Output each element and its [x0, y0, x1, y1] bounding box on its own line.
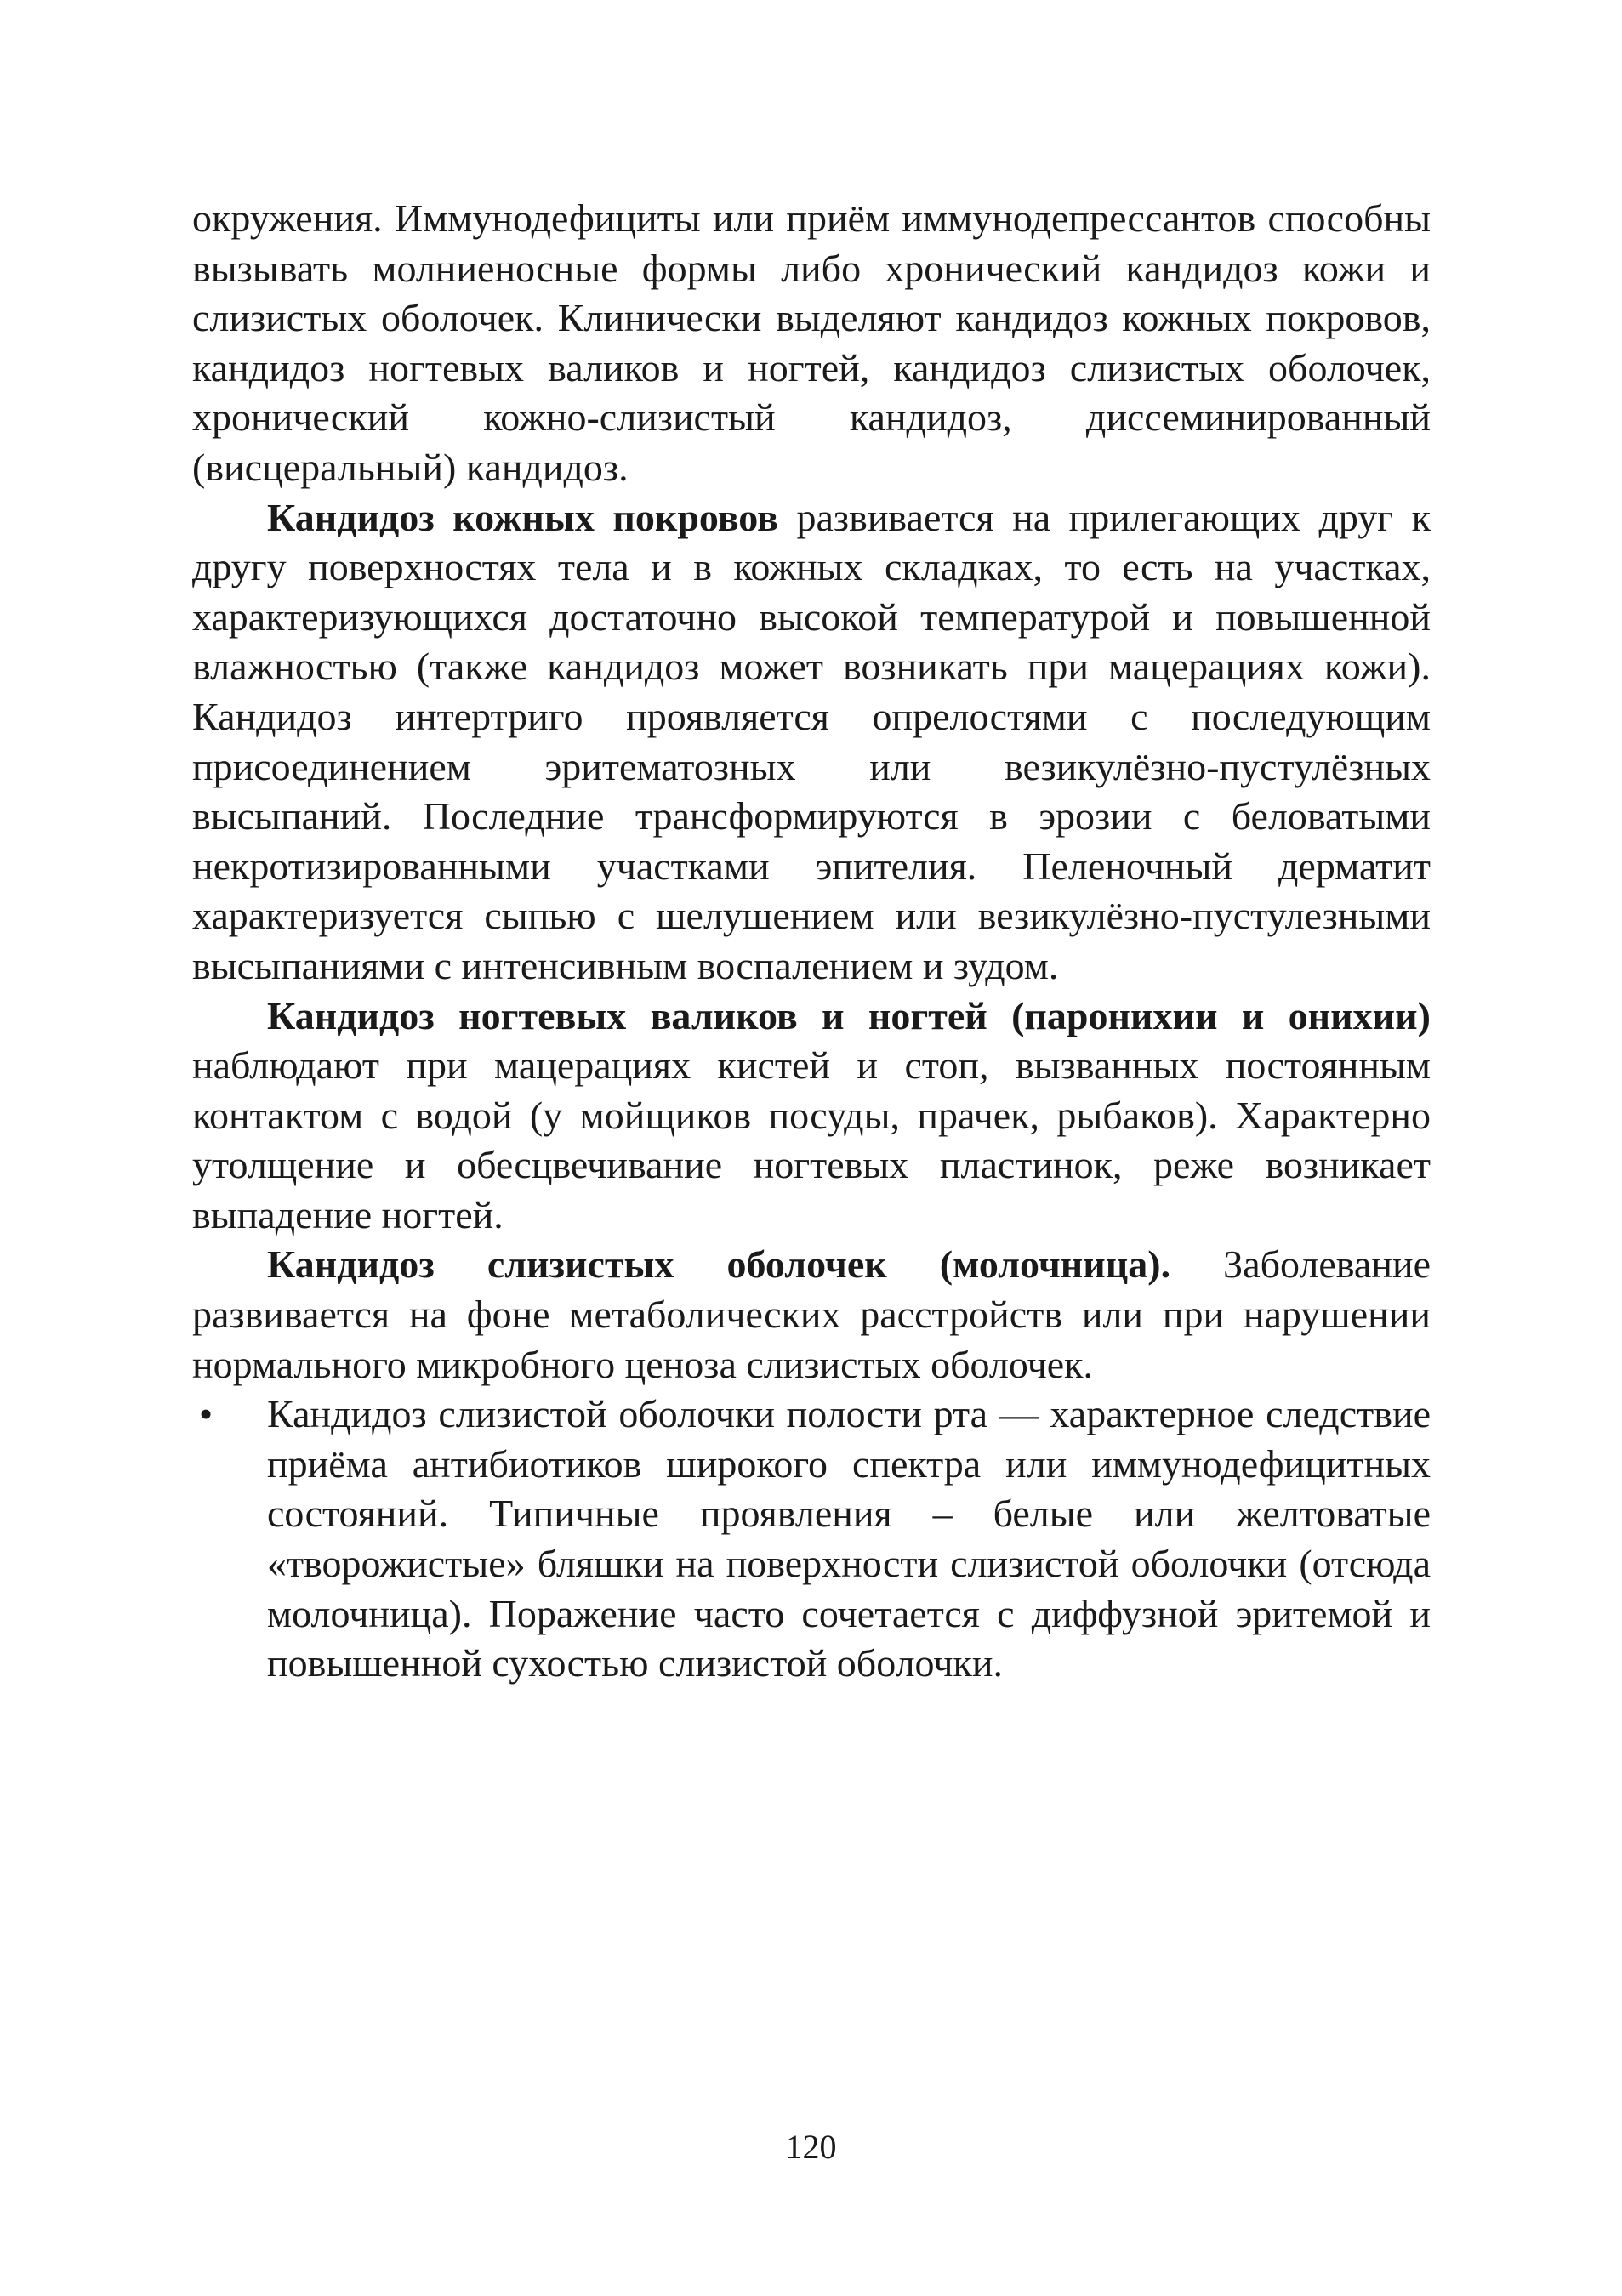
term-heading: Кандидоз ногтевых валиков и ногтей (паронихии и онихии) — [267, 993, 1431, 1037]
paragraph-text: наблюдают при мацерациях кистей и стоп, вызванных постоянным контактом с водой (у мойщиков посуды, прачек, рыбаков). Характерно утолщение и обесцвечивание ногтевых пластинок, реже возникает выпадение ногтей. — [192, 1043, 1431, 1236]
term-heading: Кандидоз слизистых оболочек (молочница). — [267, 1242, 1171, 1287]
paragraph-skin-candidiasis — [192, 493, 1431, 992]
bullet-text: Кандидоз слизистой оболочки полости рта — характерное следствие приёма антибиотиков широкого спектра или иммунодефицитных состояний. Типичные проявления – белые или желтоватые «творожистые» бляшки на поверхности слизистой оболочки (отсюда молочница). Поражение часто сочетается с диффузной эритемой и повышенной сухостью слизистой оболочки. — [267, 1392, 1431, 1685]
bullet-icon: • — [199, 1392, 213, 1436]
page-number: 120 — [785, 2128, 837, 2166]
paragraph-nail-candidiasis — [192, 992, 1431, 1241]
paragraph-text: развивается на прилегающих друг к другу поверхностях тела и в кожных складках, то есть на участках, характеризующихся достаточно высокой температурой и повышенной влажностью (также кандидоз может возникать при мацерациях кожи). Кандидоз интертриго проявляется опрелостями с последующим присоединением эритематозных или везикулёзно-пустулёзных высыпаний. Последние трансформируются в эрозии с беловатыми некротизированными участками эпителия. Пеленочный дерматит характеризуется сыпью с шелушением или везикулёзно-пустулезными высыпаниями с интенсивным воспалением и зудом. — [192, 495, 1431, 987]
paragraph-mucosal-candidiasis — [192, 1240, 1431, 1390]
paragraph-intro-continuation — [192, 194, 1431, 493]
page-body — [192, 194, 1431, 1689]
term-heading: Кандидоз кожных покровов — [267, 495, 778, 539]
paragraph-text: окружения. Иммунодефициты или приём иммунодепрессантов способны вызывать молниеносные формы либо хронический кандидоз кожи и слизистых оболочек. Клинически выделяют кандидоз кожных покровов, кандидоз ногтевых валиков и ногтей, кандидоз слизистых оболочек, хронический кожно-слизистый кандидоз, диссеминированный (висцеральный) кандидоз. — [192, 196, 1431, 489]
bullet-list-item — [192, 1390, 1431, 1689]
paragraph-text: Заболевание развивается на фоне метаболических расстройств или при нарушении нормального микробного ценоза слизистых оболочек. — [192, 1242, 1431, 1386]
